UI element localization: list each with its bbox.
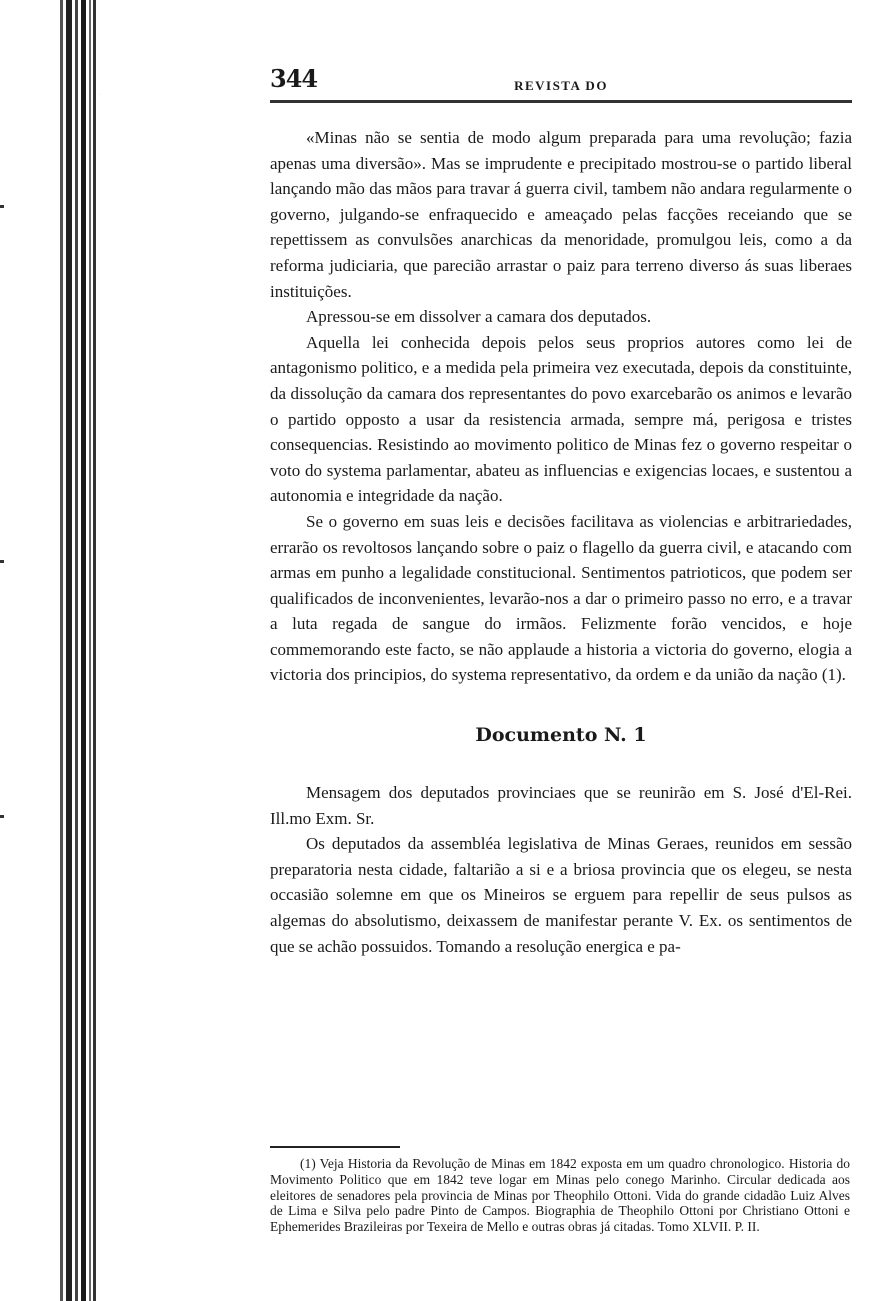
running-head: REVISTA DO bbox=[514, 78, 608, 93]
footnote: (1) Veja Historia da Revolução de Minas em 1842 exposta em um quadro chronologico. Historia do Movimento Politico que em 1842 teve logar em Minas pelo conego Marinho. Circular dedicada aos eleitores de senadores pela provincia de Minas por Theophilo Ottoni. Vida do grande cidadão Luiz Alves de Lima e Silva pelo padre Pinto de Campos. Biographia de Theophilo Ottoni por Christiano Ottoni e Ephemerides Brazileiras por Texeira de Mello e outras obras já citadas. Tomo XLVII. P. II. bbox=[270, 1156, 850, 1235]
paragraph: Aquella lei conhecida depois pelos seus proprios autores como lei de antagonismo politico, e a medida pela primeira vez executada, depois da constituinte, da dissolução da camara dos representantes do povo exarcebarão os animos e levarão o partido opposto a usar da resistencia armada, sempre má, perigosa e tristes consequencias. Resistindo ao movimento politico de Minas fez o governo respeitar o voto do systema parlamentar, abateu as influencias e exigencias locaes, e sustentou a autonomia e integridade da nação. bbox=[270, 332, 852, 506]
page-header bbox=[270, 60, 852, 103]
page-number: 344 bbox=[270, 64, 318, 93]
book-page bbox=[270, 60, 852, 959]
document-heading: Documento N. 1 bbox=[475, 724, 647, 747]
paragraph: Mensagem dos deputados provinciaes que se reunirão em S. José d'El-Rei. Ill.mo Exm. Sr. bbox=[270, 783, 852, 828]
paragraph: Os deputados da assembléa legislativa de Minas Geraes, reunidos em sessão preparatoria nesta cidade, faltarião a si e a briosa provincia que os elegeu, se nesta occasião solemne em que os Mineiros se erguem para repellir de seus pulsos as algemas do absolutismo, deixassem de manifestar perante V. Ex. os sentimentos de que se achão possuidos. Tomando a resolução energica e pa- bbox=[270, 834, 852, 956]
paragraph: «Minas não se sentia de modo algum preparada para uma revolução; fazia apenas uma diversão». Mas se imprudente e precipitado mostrou-se o partido liberal lançando mão das mãos para travar á guerra civil, tambem não andara regularmente o governo, julgando-se enfraquecido e ameaçado pelas facções receiando que se repettissem as convulsões anarchicas da menoridade, promulgou leis, como a da reforma judiciaria, que parecião arrastar o paiz para terreno diverso ás suas liberaes instituições. bbox=[270, 128, 852, 301]
paragraph: Apressou-se em dissolver a camara dos deputados. bbox=[306, 307, 652, 327]
book-binding-edge bbox=[0, 0, 100, 1301]
footnote-rule bbox=[270, 1146, 400, 1148]
paragraph: Se o governo em suas leis e decisões facilitava as violencias e arbitrariedades, errarão os revoltosos lançando sobre o paiz o flagello da guerra civil, e atacando com armas em punho a legalidade constitucional. Sentimentos patrioticos, que podem ser qualificados de inconvenientes, levarão-nos a dar o primeiro passo no erro, e a travar a luta regada de sangue do irmãos. Felizmente forão vencidos, e hoje commemorando este facto, se não applaude a historia a victoria do governo, elogia a victoria dos principios, do systema representativo, da ordem e da união da nação (1). bbox=[270, 511, 852, 685]
document-text bbox=[270, 780, 852, 959]
main-text bbox=[270, 125, 852, 688]
